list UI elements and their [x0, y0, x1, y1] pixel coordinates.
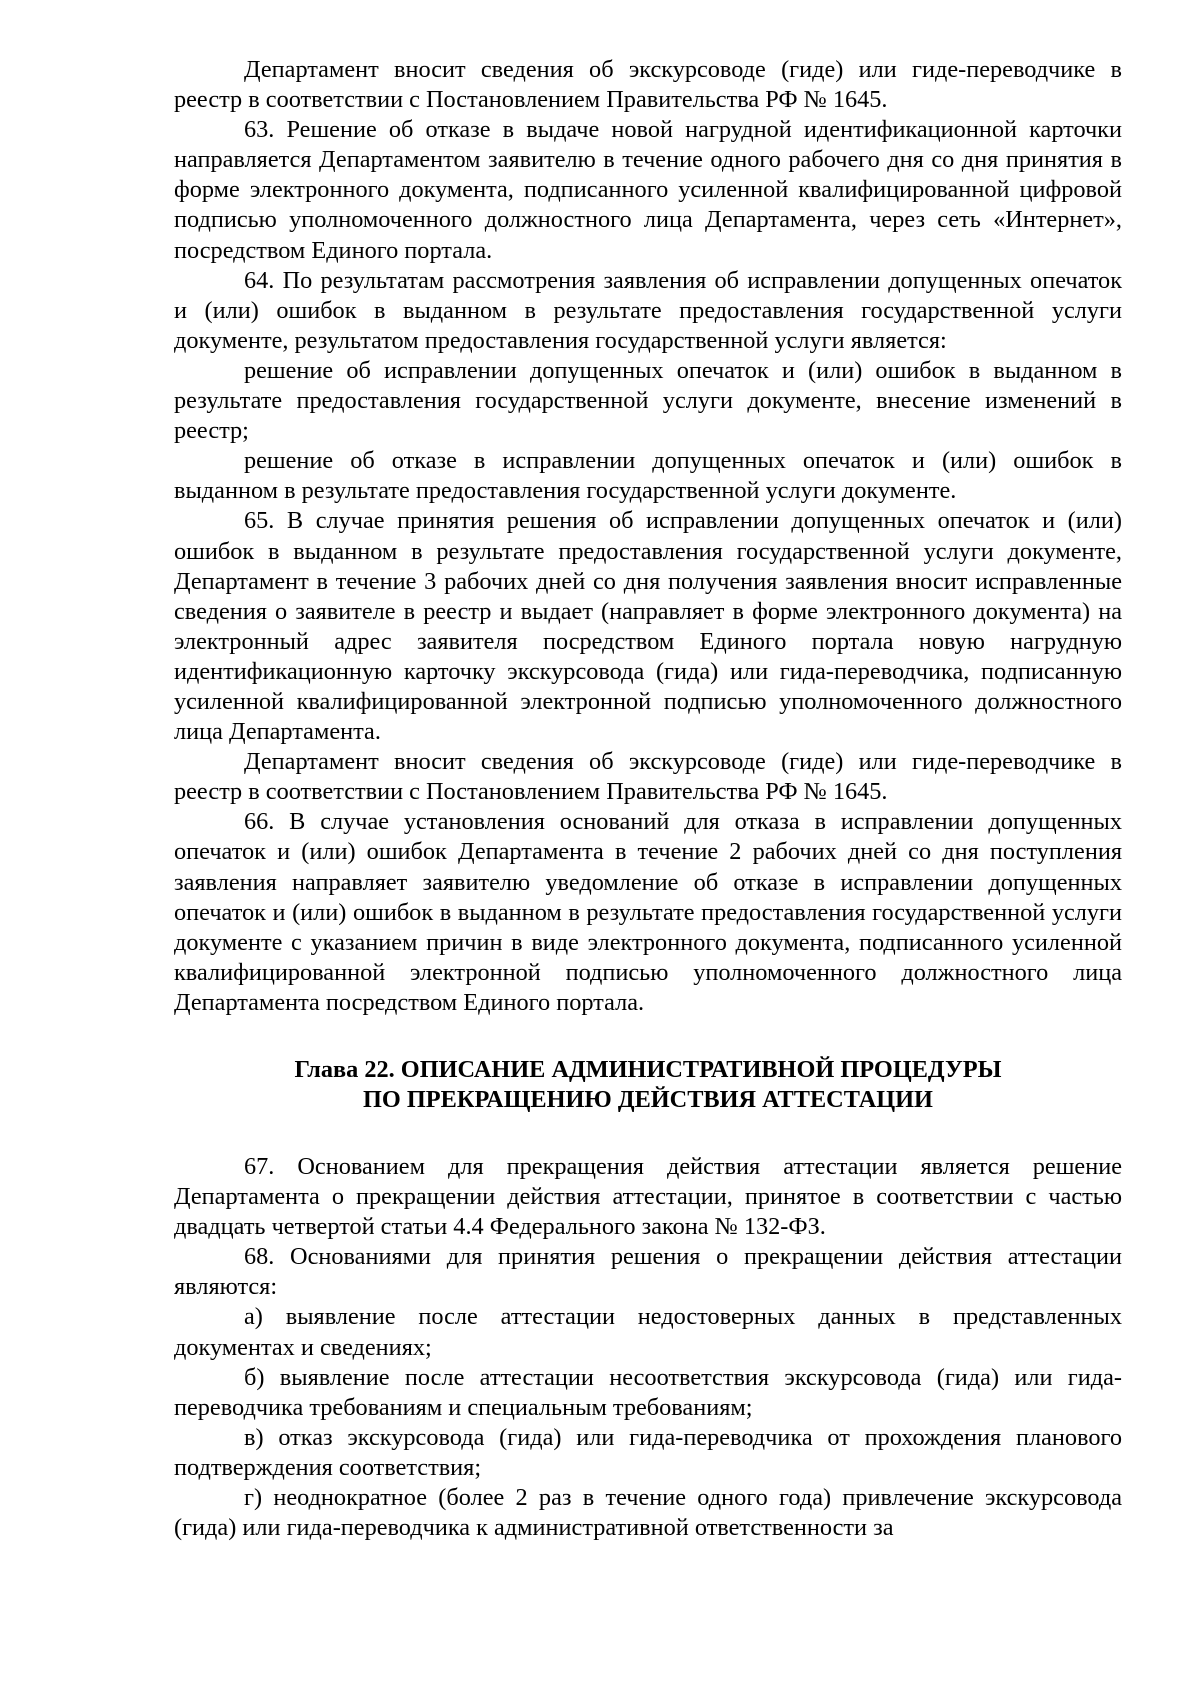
paragraph-68-item-v: в) отказ экскурсовода (гида) или гида-переводчика от прохождения планового подтверждения соответствия; — [174, 1423, 1122, 1481]
paragraph-63: 63. Решение об отказе в выдаче новой нагрудной идентификационной карточки направляется Департаментом заявителю в течение одного рабочего дня со дня принятия в форме электронного документа, подписанного усиленной квалифицированной цифровой подписью уполномоченного должностного лица Департамента, через сеть «Интернет», посредством Единого портала. — [174, 116, 1122, 264]
paragraph-66: 66. В случае установления оснований для отказа в исправлении допущенных опечаток и (или) ошибок Департамента в течение 2 рабочих дней со дня поступления заявления направляет заявителю уведомление об отказе в исправлении допущенных опечаток и (или) ошибок в выданном в результате предоставления государственной услуги документе с указанием причин в виде электронного документа, подписанного усиленной квалифицированной электронной подписью уполномоченного должностного лица Департамента посредством Единого портала. — [174, 808, 1122, 1016]
paragraph-68-item-b: б) выявление после аттестации несоответствия экскурсовода (гида) или гида-переводчика требованиям и специальным требованиям; — [174, 1363, 1122, 1421]
paragraph-registry-note-2: Департамент вносит сведения об экскурсоводе (гиде) или гиде-переводчике в реестр в соответствии с Постановлением Правительства РФ № 1645. — [174, 748, 1122, 806]
chapter-heading-line-2: ПО ПРЕКРАЩЕНИЮ ДЕЙСТВИЯ АТТЕСТАЦИИ — [363, 1086, 933, 1113]
paragraph-67: 67. Основанием для прекращения действия аттестации является решение Департамента о прекращении действия аттестации, принятое в соответствии с частью двадцать четвертой статьи 4.4 Федерального закона № 132-ФЗ. — [174, 1153, 1122, 1241]
document-page — [174, 55, 1122, 1543]
chapter-heading-line-1: Глава 22. ОПИСАНИЕ АДМИНИСТРАТИВНОЙ ПРОЦЕДУРЫ — [294, 1056, 1002, 1083]
chapter-heading — [174, 1055, 1122, 1115]
paragraph-64: 64. По результатам рассмотрения заявления об исправлении допущенных опечаток и (или) ошибок в выданном в результате предоставления государственной услуги документе, результатом предоставления государственной услуги является: — [174, 266, 1122, 354]
paragraph-64-item-2: решение об отказе в исправлении допущенных опечаток и (или) ошибок в выданном в результате предоставления государственной услуги документе. — [174, 447, 1122, 505]
paragraph-68: 68. Основаниями для принятия решения о прекращении действия аттестации являются: — [174, 1243, 1122, 1301]
paragraph-registry-note-1: Департамент вносит сведения об экскурсоводе (гиде) или гиде-переводчике в реестр в соответствии с Постановлением Правительства РФ № 1645. — [174, 56, 1122, 114]
paragraph-68-item-a: а) выявление после аттестации недостоверных данных в представленных документах и сведениях; — [174, 1303, 1122, 1361]
paragraph-65: 65. В случае принятия решения об исправлении допущенных опечаток и (или) ошибок в выданном в результате предоставления государственной услуги документе, Департамент в течение 3 рабочих дней со дня получения заявления вносит исправленные сведения о заявителе в реестр и выдает (направляет в форме электронного документа) на электронный адрес заявителя посредством Единого портала новую нагрудную идентификационную карточку экскурсовода (гида) или гида-переводчика, подписанную усиленной квалифицированной электронной подписью уполномоченного должностного лица Департамента. — [174, 507, 1122, 746]
paragraph-64-item-1: решение об исправлении допущенных опечаток и (или) ошибок в выданном в результате предоставления государственной услуги документе, внесение изменений в реестр; — [174, 356, 1122, 445]
paragraph-68-item-g: г) неоднократное (более 2 раз в течение одного года) привлечение экскурсовода (гида) или гида-переводчика к административной ответственности за — [174, 1484, 1122, 1542]
